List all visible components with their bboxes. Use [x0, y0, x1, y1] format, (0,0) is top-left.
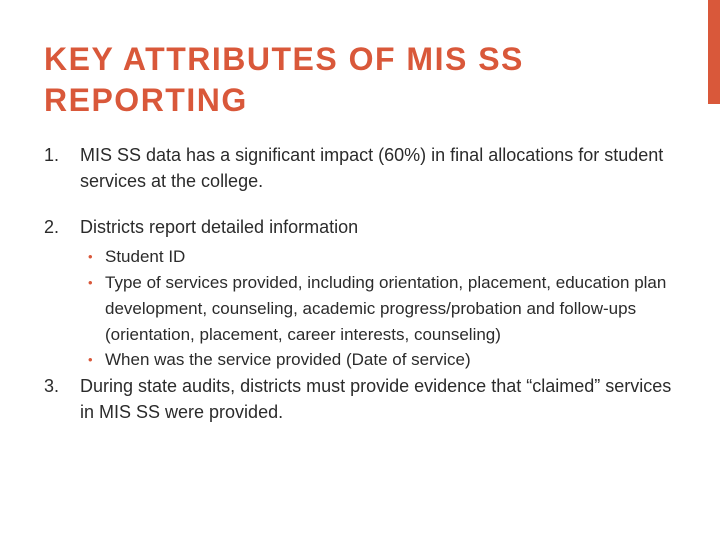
- bullet-icon: •: [88, 249, 93, 264]
- sub-item-text: When was the service provided (Date of service): [105, 350, 471, 369]
- sub-bullet-item: [88, 244, 684, 270]
- item-number: 2.: [44, 217, 60, 237]
- sub-bullet-list: [88, 244, 684, 373]
- bullet-icon: •: [88, 352, 93, 367]
- slide-content: [44, 142, 684, 425]
- numbered-item-1: [44, 142, 684, 194]
- item-number: 1.: [44, 145, 60, 165]
- numbered-item-2: [44, 214, 684, 240]
- sub-item-text: Type of services provided, including orientation, placement, education plan development, counseling, academic progress/probation and follow-ups (orientation, placement, career interests, counseling): [105, 272, 667, 344]
- sub-item-text: Student ID: [105, 247, 186, 266]
- item-number: 3.: [44, 375, 60, 396]
- item-text: Districts report detailed information: [80, 217, 359, 237]
- sub-bullet-item: [88, 270, 684, 348]
- slide-title: KEY ATTRIBUTES OF MIS SS REPORTING: [44, 41, 524, 118]
- accent-bar: [708, 0, 720, 104]
- item-text: MIS SS data has a significant impact (60%) in final allocations for student services at the college.: [80, 145, 664, 191]
- bullet-icon: •: [88, 274, 93, 290]
- sub-bullet-item: [88, 347, 684, 373]
- numbered-item-3: [44, 373, 684, 425]
- item-text: During state audits, districts must provide evidence that “claimed” services in MIS SS were provided.: [80, 375, 672, 422]
